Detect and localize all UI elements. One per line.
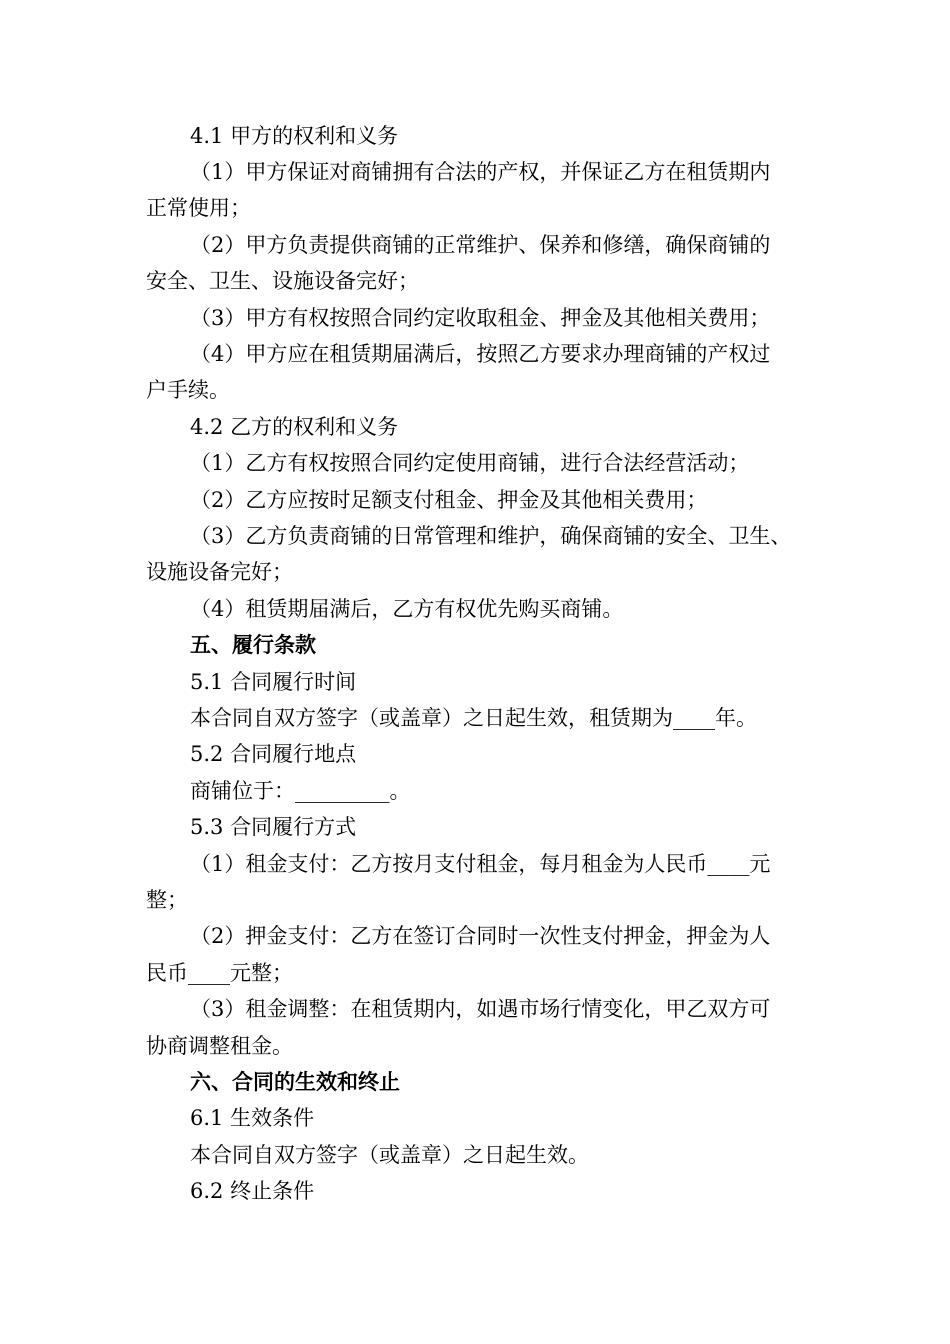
section-heading-6-1: 6.1 生效条件 <box>190 1106 315 1130</box>
paragraph-line: （3）甲方有权按照合同约定收取租金、押金及其他相关费用； <box>190 306 771 330</box>
paragraph-line: 商铺位于：_________。 <box>190 779 411 803</box>
paragraph-line: 整； <box>146 888 188 912</box>
paragraph-line: （2）押金支付：乙方在签订合同时一次性支付押金，押金为人 <box>190 924 771 948</box>
section-heading-5-1: 5.1 合同履行时间 <box>190 670 357 694</box>
paragraph-line: （1）租金支付：乙方按月支付租金，每月租金为人民币____元 <box>190 852 771 876</box>
section-heading-4-2: 4.2 乙方的权利和义务 <box>190 415 399 439</box>
paragraph-line: 本合同自双方签字（或盖章）之日起生效。 <box>190 1143 589 1167</box>
section-heading-5-3: 5.3 合同履行方式 <box>190 815 357 839</box>
section-heading-6-2: 6.2 终止条件 <box>190 1179 315 1203</box>
chapter-heading-5: 五、履行条款 <box>190 633 316 657</box>
paragraph-line: 设施设备完好； <box>146 560 293 584</box>
paragraph-line: （3）乙方负责商铺的日常管理和维护，确保商铺的安全、卫生、 <box>190 524 792 548</box>
chapter-heading-6: 六、合同的生效和终止 <box>190 1070 400 1094</box>
section-heading-5-2: 5.2 合同履行地点 <box>190 742 357 766</box>
paragraph-line: 正常使用； <box>146 196 251 220</box>
paragraph-line: （1）甲方保证对商铺拥有合法的产权，并保证乙方在租赁期内 <box>190 160 771 184</box>
paragraph-line: 安全、卫生、设施设备完好； <box>146 269 419 293</box>
paragraph-line: （2）乙方应按时足额支付租金、押金及其他相关费用； <box>190 488 708 512</box>
paragraph-line: 协商调整租金。 <box>146 1034 293 1058</box>
paragraph-line: （3）租金调整：在租赁期内，如遇市场行情变化，甲乙双方可 <box>190 997 771 1021</box>
paragraph-line: （4）甲方应在租赁期届满后，按照乙方要求办理商铺的产权过 <box>190 342 771 366</box>
paragraph-line: 本合同自双方签字（或盖章）之日起生效，租赁期为____年。 <box>190 706 757 730</box>
paragraph-line: （4）租赁期届满后，乙方有权优先购买商铺。 <box>190 597 624 621</box>
paragraph-line: 民币____元整； <box>146 961 293 985</box>
paragraph-line: （2）甲方负责提供商铺的正常维护、保养和修缮，确保商铺的 <box>190 233 771 257</box>
section-heading-4-1: 4.1 甲方的权利和义务 <box>190 124 399 148</box>
paragraph-line: （1）乙方有权按照合同约定使用商铺，进行合法经营活动； <box>190 451 750 475</box>
paragraph-line: 户手续。 <box>146 378 230 402</box>
